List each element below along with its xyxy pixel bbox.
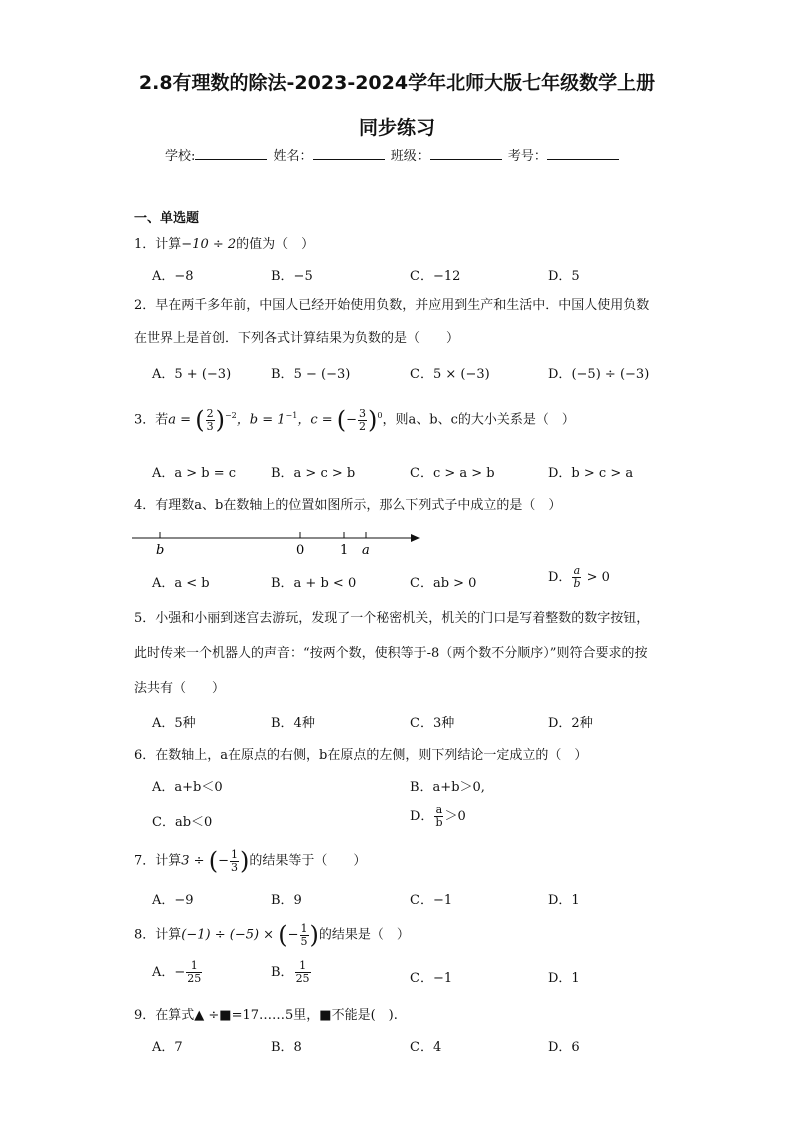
q8-stem-pre: 8．计算 — [134, 927, 182, 943]
q1-option-a: A．−8 — [152, 269, 194, 284]
number-line — [132, 528, 422, 560]
question-9: 9．在算式▲ ÷■=17……5里，■不能是( ). — [134, 1008, 398, 1023]
q4-option-c: C．ab > 0 — [410, 576, 477, 591]
q2-c-right: −3 — [465, 367, 485, 382]
q3-c-expr: ，c = — [297, 412, 337, 428]
q3-option-c: C．c > a > b — [410, 466, 495, 481]
question-5: 5．小强和小丽到迷宫去游玩，发现了一个秘密机关，机关的门口是写着整数的数字按钮，此时传来一个机器人的声音：“按两个数，使积等于-8（两个数不分顺序）”则符合要求的按法共有（ ） — [134, 611, 650, 696]
section-heading: 一、单选题 — [134, 211, 200, 226]
q1-stem-pre: 1．计算 — [134, 237, 182, 252]
q2-d-right: −3 — [625, 367, 645, 382]
question-3: 3．若a = ( $\frac{2}{3}$ )$^{-2}$，$b = 1^{-1}$，c = (− $\frac{3}{2}$ )$^0$，则a、b、c的大小关系是（ ） — [134, 406, 575, 434]
q3-c-exponent: 0 — [377, 411, 383, 421]
q3-stem-pre: 3．若 — [134, 412, 169, 428]
q6-d-label: D． — [410, 809, 434, 824]
q1-option-b: B．−5 — [271, 269, 313, 284]
q4-d-label: D． — [548, 570, 572, 585]
q6-option-c: C．ab＜0 — [152, 815, 213, 830]
number-line-arrow — [411, 534, 420, 542]
q2-option-c: C．5 × (−3) — [410, 367, 490, 382]
q4-option-d — [548, 565, 610, 590]
label-1: 1 — [340, 543, 349, 558]
q3-a-expr: a = — [168, 412, 196, 428]
q7-expression: 3 ÷ — [181, 853, 209, 869]
q9-option-c: C．4 — [410, 1040, 442, 1055]
q8-option-d: D．1 — [548, 971, 580, 986]
q9-option-a: A．7 — [152, 1040, 183, 1055]
student-info — [165, 145, 621, 164]
title-line-2: 同步练习 — [358, 117, 435, 139]
q8-a-label: A．− — [152, 965, 186, 980]
q2-b-left: 5 − — [293, 367, 321, 382]
q8-a-fraction: $\frac{1}{25}$ — [187, 959, 202, 985]
q4-d-fraction: $\frac{a}{b}$ — [573, 564, 581, 590]
q7-fraction: $\frac{1}{3}$ — [231, 847, 238, 874]
q2-a-right: −3 — [206, 367, 227, 382]
q7-option-b: B．9 — [271, 893, 302, 908]
q2-b-right: −3 — [326, 367, 346, 382]
q7-option-a: A．−9 — [152, 893, 194, 908]
title-line-1: 2.8有理数的除法-2023-2024学年北师大版七年级数学上册 — [138, 72, 656, 94]
label-0: 0 — [296, 543, 305, 558]
q8-stem-post: 的结果是（ ） — [318, 927, 410, 943]
school-label: 学校: — [165, 149, 196, 164]
q7-stem-pre: 7．计算 — [134, 853, 182, 869]
name-label: 姓名： — [273, 149, 313, 164]
q3-option-a: A．a > b = c — [152, 466, 237, 481]
q5-option-b: B．4种 — [271, 716, 315, 731]
q2-a-left: 5 + — [174, 367, 202, 382]
question-6: 6．在数轴上，a在原点的右侧，b在原点的左侧，则下列结论一定成立的（ ） — [134, 748, 588, 763]
q1-expression: −10 ÷ 2 — [181, 237, 237, 252]
question-7: 7．计算3 ÷ (− $\frac{1}{3}$ )的结果等于（ ） — [134, 847, 367, 875]
q8-expression: (−1) ÷ (−5) × — [181, 927, 279, 943]
q1-option-c: C．−12 — [410, 269, 461, 284]
q2-option-b: B．5 − (−3) — [271, 367, 351, 382]
q5-option-c: C．3种 — [410, 716, 455, 731]
number-blank[interactable] — [547, 147, 619, 160]
question-4: 4．有理数a、b在数轴上的位置如图所示，那么下列式子中成立的是（ ） — [134, 498, 562, 513]
q3-stem-post: ，则a、b、c的大小关系是（ ） — [382, 412, 575, 428]
class-label: 班级： — [390, 149, 430, 164]
q9-option-b: B．8 — [271, 1040, 302, 1055]
q6-d-fraction: $\frac{a}{b}$ — [435, 803, 443, 829]
q5-option-a: A．5种 — [152, 716, 196, 731]
q9-option-d: D．6 — [548, 1040, 580, 1055]
q1-option-d: D．5 — [548, 269, 580, 284]
question-1 — [134, 233, 314, 252]
q6-option-a: A．a+b＜0 — [152, 780, 223, 795]
q1-stem-post: 的值为（ ） — [236, 237, 315, 252]
q2-d-left: −5 — [576, 367, 596, 382]
q5-option-d: D．2种 — [548, 716, 593, 731]
class-blank[interactable] — [430, 147, 502, 160]
q7-stem-post: 的结果等于（ ） — [249, 853, 367, 869]
q4-option-b: B．a + b < 0 — [271, 576, 357, 591]
label-a: a — [362, 543, 370, 558]
q3-option-d: D．b > c > a — [548, 466, 634, 481]
q8-fraction: $\frac{1}{5}$ — [300, 921, 308, 948]
q3-a-fraction: $\frac{2}{3}$ — [206, 406, 214, 433]
q3-c-fraction: $\frac{3}{2}$ — [359, 406, 367, 433]
question-2: 2．早在两千多年前，中国人已经开始使用负数，并应用到生产和生活中．中国人使用负数在世界上是首创．下列各式计算结果为负数的是（ ） — [134, 298, 650, 346]
q8-b-fraction: $\frac{1}{25}$ — [295, 959, 310, 985]
q2-d-operator: ÷ — [600, 367, 620, 382]
q3-option-b: B．a > c > b — [271, 466, 356, 481]
name-blank[interactable] — [313, 147, 385, 160]
q6-option-d — [410, 804, 466, 829]
q3-b-exponent: −1 — [285, 411, 298, 421]
label-b: b — [156, 543, 165, 558]
school-blank[interactable] — [195, 147, 267, 160]
q8-option-b — [271, 960, 312, 985]
number-label: 考号： — [507, 149, 547, 164]
q2-c-left: 5 × — [432, 367, 461, 382]
question-8: 8．计算(−1) ÷ (−5) × (− $\frac{1}{5}$ )的结果是（ ） — [134, 921, 410, 949]
q2-option-d: D．(−5) ÷ (−3) — [548, 367, 650, 382]
q3-a-exponent: −2 — [224, 411, 237, 421]
q7-option-c: C．−1 — [410, 893, 453, 908]
q8-b-label: B． — [271, 965, 294, 980]
q8-option-c: C．−1 — [410, 971, 453, 986]
q8-option-a — [152, 960, 203, 985]
q6-d-post: ＞0 — [444, 809, 466, 824]
q2-b-label: B． — [271, 367, 294, 382]
q2-option-a: A．5 + (−3) — [152, 367, 232, 382]
q6-option-b: B．a+b＞0, — [410, 780, 485, 795]
q4-d-post: > 0 — [582, 570, 610, 585]
q2-d-label: D． — [548, 367, 572, 382]
q7-option-d: D．1 — [548, 893, 580, 908]
q4-option-a: A．a < b — [152, 576, 210, 591]
q3-b-expr: ，b = 1 — [236, 412, 286, 428]
q2-c-label: C． — [410, 367, 433, 382]
q2-a-label: A． — [152, 367, 175, 382]
